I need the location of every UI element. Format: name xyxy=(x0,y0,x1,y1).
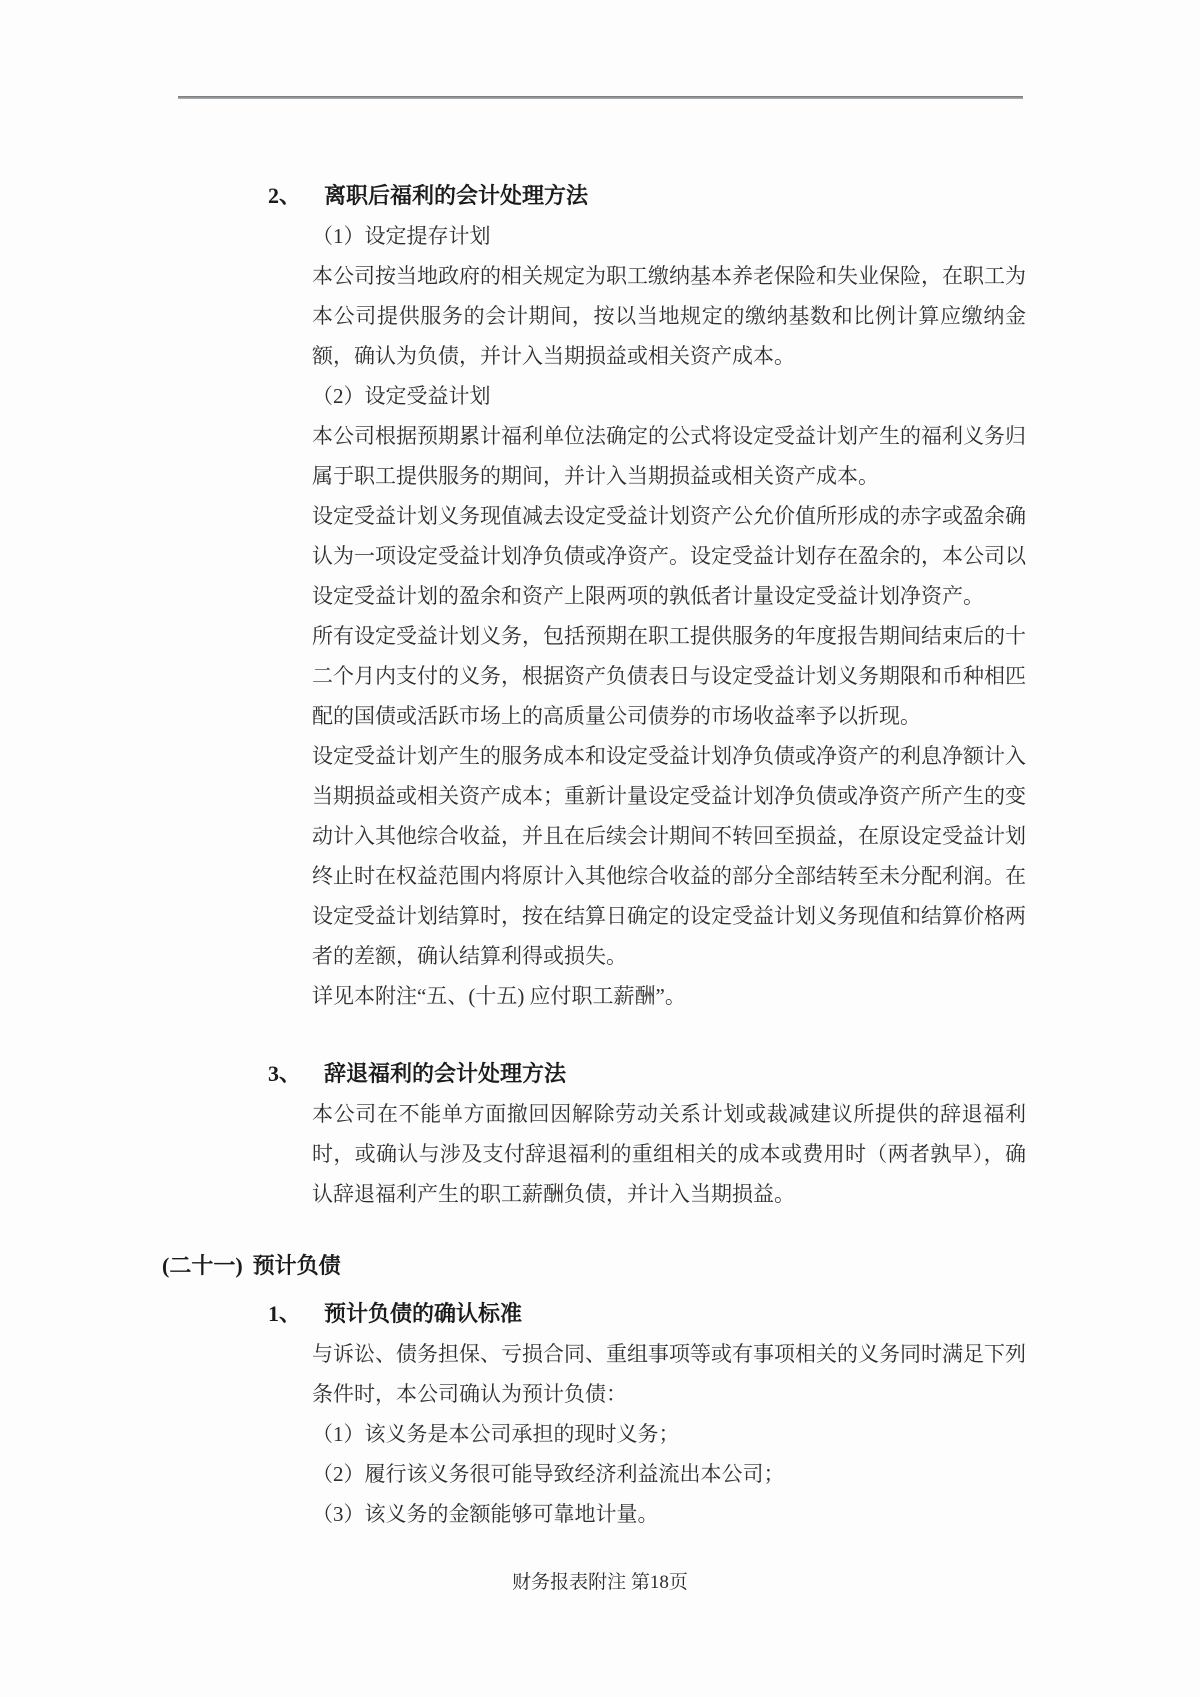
section-2-number: 2、 xyxy=(268,183,302,208)
section-21-title: 预计负债 xyxy=(252,1253,341,1278)
paragraph: 本公司根据预期累计福利单位法确定的公式将设定受益计划产生的福利义务归属于职工提供服务的期间，并计入当期损益或相关资产成本。 xyxy=(312,424,1026,488)
paragraph: 本公司按当地政府的相关规定为职工缴纳基本养老保险和失业保险，在职工为本公司提供服务的会计期间，按以当地规定的缴纳基数和比例计算应缴纳金额，确认为负债，并计入当期损益或相关资产成本。 xyxy=(312,264,1026,368)
subitem-2-label: （2）设定受益计划 xyxy=(312,384,491,408)
paragraph: 所有设定受益计划义务，包括预期在职工提供服务的年度报告期间结束后的十二个月内支付的义务，根据资产负债表日与设定受益计划义务期限和币种相匹配的国债或活跃市场上的高质量公司债券的市场收益率予以折现。 xyxy=(312,624,1026,728)
section-21-sub1-title: 预计负债的确认标准 xyxy=(324,1301,523,1326)
section-3-heading xyxy=(268,1054,1024,1094)
section-21-body xyxy=(312,1334,1026,1534)
paragraph: 与诉讼、债务担保、亏损合同、重组事项等或有事项相关的义务同时满足下列条件时，本公司确认为预计负债： xyxy=(312,1342,1026,1406)
subitem-1-label: （1）设定提存计划 xyxy=(312,224,491,248)
section-21-sub1-number: 1、 xyxy=(268,1301,302,1326)
header-rule xyxy=(178,96,1023,99)
section-2-title: 离职后福利的会计处理方法 xyxy=(324,183,589,208)
paragraph: 本公司在不能单方面撤回因解除劳动关系计划或裁减建议所提供的辞退福利时，或确认与涉及支付辞退福利的重组相关的成本或费用时（两者孰早），确认辞退福利产生的职工薪酬负债，并计入当期损益。 xyxy=(312,1102,1026,1206)
page-footer: 财务报表附注 第18页 xyxy=(512,1572,688,1593)
section-21-heading xyxy=(162,1246,1024,1286)
paragraph: 设定受益计划产生的服务成本和设定受益计划净负债或净资产的利息净额计入当期损益或相关资产成本；重新计量设定受益计划净负债或净资产所产生的变动计入其他综合收益，并且在后续会计期间不转回至损益，在原设定受益计划终止时在权益范围内将原计入其他综合收益的部分全部结转至未分配利润。在设定受益计划结算时，按在结算日确定的设定受益计划义务现值和结算价格两者的差额，确认结算利得或损失。 xyxy=(312,744,1026,968)
cross-reference-note: 详见本附注“五、(十五) 应付职工薪酬”。 xyxy=(312,984,686,1008)
page-content xyxy=(162,176,1026,1534)
section-2-body xyxy=(312,216,1026,1016)
paragraph: 设定受益计划义务现值减去设定受益计划资产公允价值所形成的赤字或盈余确认为一项设定受益计划净负债或净资产。设定受益计划存在盈余的，本公司以设定受益计划的盈余和资产上限两项的孰低者计量设定受益计划净资产。 xyxy=(312,504,1026,608)
section-2-heading xyxy=(268,176,1024,216)
section-3-body xyxy=(312,1094,1026,1214)
section-3 xyxy=(178,1054,1024,1214)
section-3-number: 3、 xyxy=(268,1061,302,1086)
section-21-sub1-heading xyxy=(268,1294,1024,1334)
list-item: （2）履行该义务很可能导致经济利益流出本公司； xyxy=(312,1462,785,1486)
list-item: （1）该义务是本公司承担的现时义务； xyxy=(312,1422,680,1446)
section-3-title: 辞退福利的会计处理方法 xyxy=(324,1061,567,1086)
section-21-label: (二十一) xyxy=(162,1253,243,1278)
list-item: （3）该义务的金额能够可靠地计量。 xyxy=(312,1502,659,1526)
